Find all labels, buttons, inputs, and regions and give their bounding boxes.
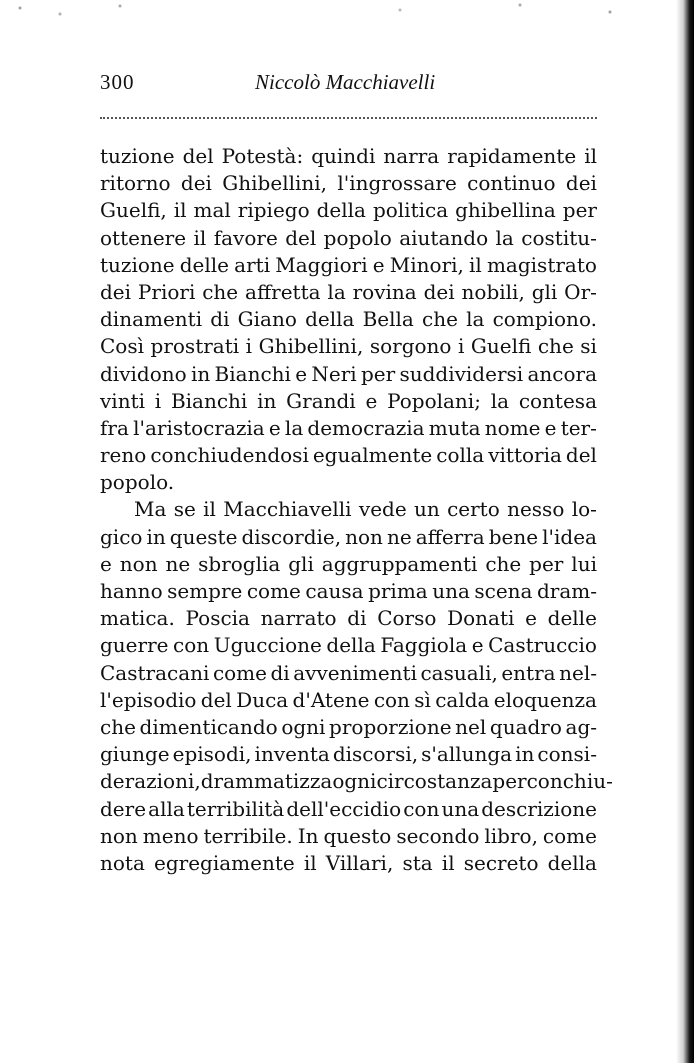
word: gico: [100, 524, 143, 549]
word: delle: [179, 252, 230, 277]
text-line: [100, 225, 597, 252]
word: vittoria: [488, 443, 562, 468]
word: l'idea: [542, 524, 597, 549]
word: fra: [100, 415, 129, 440]
word: s'allunga: [421, 742, 513, 767]
word: non: [100, 823, 138, 848]
word: Grandi: [286, 388, 356, 413]
word: una: [441, 796, 480, 821]
text-line: [100, 279, 597, 306]
word: Macchiavelli: [223, 497, 352, 522]
text-line: [100, 632, 597, 659]
word: del: [285, 225, 317, 250]
word: Guelfi,: [100, 198, 167, 223]
word: compiono.: [492, 307, 597, 332]
word: Poscia: [185, 606, 250, 631]
text-line: [100, 333, 597, 360]
word: e: [372, 252, 385, 277]
word: suddividersi: [399, 361, 524, 386]
word: Neri: [311, 361, 357, 386]
word: Potestà:: [221, 144, 304, 168]
word: avvenimenti: [293, 660, 417, 685]
word: della: [316, 198, 366, 223]
text-line: [100, 741, 597, 768]
word: arti: [234, 252, 271, 277]
word: e: [295, 361, 308, 386]
word: affretta: [245, 279, 321, 304]
word: ghibellina: [455, 198, 556, 223]
word: Castruccio: [488, 633, 597, 658]
word: bene: [488, 524, 539, 549]
word: Bianchi: [214, 361, 291, 386]
word: aiutando: [399, 225, 489, 250]
word: della: [326, 633, 376, 658]
word: del: [565, 443, 597, 468]
word: che: [202, 279, 239, 304]
text-line: [100, 388, 597, 415]
word: con: [403, 796, 440, 821]
text-line: [100, 714, 597, 741]
word: entra: [501, 660, 556, 685]
word: Così: [100, 334, 145, 359]
word: in: [515, 742, 535, 767]
word: Faggiola: [380, 633, 468, 658]
word: gli: [531, 279, 558, 304]
word: egualmente: [312, 443, 433, 468]
word: della: [547, 850, 597, 875]
word: del: [200, 687, 232, 712]
word: e: [100, 551, 112, 576]
word: conchiudendosi: [150, 443, 309, 468]
word: dere: [100, 796, 147, 821]
word: episodi,: [172, 742, 252, 767]
word: l'aristocrazia: [133, 415, 265, 440]
word: delle: [547, 606, 597, 631]
word: Priori: [137, 279, 196, 304]
word: di: [347, 606, 367, 631]
text-line: [100, 306, 597, 333]
word: una: [432, 579, 470, 603]
word: per: [529, 551, 564, 576]
word: dinamenti: [100, 307, 203, 332]
word: secondo: [396, 823, 480, 848]
word: il: [203, 497, 216, 522]
word: sorgono: [369, 334, 452, 359]
word: se: [173, 497, 196, 522]
word: con: [173, 633, 210, 658]
text-line: [100, 469, 597, 496]
word: derazioni,: [100, 769, 201, 794]
word: come: [542, 823, 597, 848]
word: il: [173, 198, 187, 223]
word: il: [303, 850, 317, 875]
word: Minori,: [389, 252, 464, 277]
word: consi-: [537, 742, 597, 767]
text-line: [100, 143, 597, 170]
word: la: [284, 415, 304, 440]
word: Guelfi: [470, 334, 532, 359]
word: causa: [305, 579, 364, 603]
page-number: 300: [100, 70, 135, 94]
word: casuali,: [420, 660, 498, 685]
word: Bella: [362, 307, 414, 332]
word: proporzione: [329, 714, 452, 739]
word: Ma: [134, 497, 167, 522]
word: e: [268, 415, 281, 440]
word: non: [119, 551, 158, 576]
word: discorsi,: [332, 742, 419, 767]
text-line: [100, 578, 597, 605]
text-line: [100, 442, 597, 469]
word: alla: [148, 796, 185, 821]
word: Maggiori: [275, 252, 368, 277]
word: rovina: [352, 279, 417, 304]
word: di: [210, 307, 230, 332]
word: continuo: [467, 171, 556, 196]
word: quindi: [311, 144, 376, 168]
word: e: [471, 633, 484, 658]
word: per: [562, 198, 597, 223]
word: questo: [323, 823, 392, 848]
word: narrato: [260, 606, 337, 631]
word: il: [193, 225, 207, 250]
word: discordie,: [241, 524, 342, 549]
text-line: [100, 415, 597, 442]
word: queste: [169, 524, 238, 549]
word: rapidamente: [447, 144, 577, 168]
word: guerre: [100, 633, 169, 658]
word: Castracani: [100, 660, 210, 685]
running-title: Niccolò Macchiavelli: [255, 70, 436, 94]
word: Ghibellini,: [258, 334, 364, 359]
word: narra: [383, 144, 440, 168]
word: giunge: [100, 742, 170, 767]
text-line: [100, 197, 597, 224]
word: nesso: [507, 497, 565, 522]
word: Corso: [377, 606, 437, 631]
word: della: [305, 307, 355, 332]
word: Giano: [237, 307, 297, 332]
word: per: [360, 361, 396, 386]
word: d'Atene: [292, 687, 370, 712]
text-line: [100, 524, 597, 551]
text-line: [100, 170, 597, 197]
word: colla: [436, 443, 485, 468]
word: Uguccione: [213, 633, 322, 658]
text-line: [100, 687, 597, 714]
word: meno: [142, 823, 199, 848]
word: la: [490, 388, 510, 413]
word: In: [297, 823, 319, 848]
text-line: [100, 823, 597, 850]
word: prima: [368, 579, 428, 603]
word: la: [327, 279, 346, 304]
word: non: [345, 524, 383, 549]
word: sbroglia: [198, 551, 281, 576]
word: drammatizza: [200, 769, 333, 794]
word: sì: [414, 687, 431, 712]
word: dividono: [100, 361, 187, 386]
word: egregiamente: [154, 850, 295, 875]
word: il: [469, 252, 482, 277]
word: popolo.: [100, 470, 175, 495]
word: prostrati: [150, 334, 240, 359]
word: dei: [565, 171, 597, 196]
word: inventa: [254, 742, 330, 767]
word: secreto: [463, 850, 539, 875]
word: tuzione: [100, 144, 175, 168]
word: si: [580, 334, 597, 359]
word: Or-: [564, 279, 597, 304]
word: costitu-: [521, 225, 597, 250]
word: nobili,: [461, 279, 525, 304]
word: i: [154, 388, 162, 413]
word: eloquenza: [493, 687, 597, 712]
word: sempre: [167, 579, 243, 603]
word: e: [365, 388, 378, 413]
word: Ghibellini,: [222, 171, 328, 196]
word: in: [146, 524, 166, 549]
word: che: [422, 307, 458, 332]
word: ripiego: [237, 198, 310, 223]
word: la: [495, 225, 514, 250]
word: nota: [100, 850, 145, 875]
word: i: [245, 334, 253, 359]
word: Donati: [447, 606, 515, 631]
word: conchiu-: [526, 769, 613, 794]
word: reno: [100, 443, 147, 468]
word: contesa: [518, 388, 597, 413]
word: lo-: [571, 497, 597, 522]
word: Duca: [236, 687, 289, 712]
word: sta: [402, 850, 433, 875]
text-line: [100, 551, 597, 578]
word: e: [544, 415, 557, 440]
word: dei: [100, 279, 132, 304]
word: muta: [428, 415, 481, 440]
word: scena: [474, 579, 533, 603]
running-head: [100, 70, 600, 100]
word: descrizione: [481, 796, 597, 821]
word: dram-: [536, 579, 597, 603]
word: Bianchi: [170, 388, 248, 413]
word: la: [466, 307, 485, 332]
word: per: [492, 769, 527, 794]
word: che: [100, 714, 136, 739]
word: quadro: [489, 714, 562, 739]
word: ter-: [560, 415, 597, 440]
word: del: [182, 144, 214, 168]
word: l'ingrossare: [337, 171, 457, 196]
word: nel-: [559, 660, 597, 685]
text-line: [100, 660, 597, 687]
word: che: [485, 551, 522, 576]
word: terribile.: [203, 823, 293, 848]
word: ne: [386, 524, 412, 549]
word: calda: [435, 687, 490, 712]
word: nome: [484, 415, 541, 440]
word: vinti: [100, 388, 146, 413]
word: democrazia: [307, 415, 425, 440]
text-line: [100, 252, 597, 279]
word: ottenere: [100, 225, 187, 250]
word: libro,: [484, 823, 538, 848]
text-line: [100, 605, 597, 632]
word: gli: [288, 551, 314, 576]
word: ogni: [281, 714, 326, 739]
word: favore: [213, 225, 278, 250]
word: circostanza: [376, 769, 493, 794]
text-line: [100, 496, 597, 523]
word: i: [457, 334, 465, 359]
word: il: [584, 144, 597, 168]
word: di: [270, 660, 290, 685]
text-line: [100, 768, 613, 795]
word: dei: [180, 171, 212, 196]
page-binding-edge: [676, 0, 694, 1063]
word: matica.: [100, 606, 175, 631]
word: e: [525, 606, 537, 631]
text-line: [100, 361, 597, 388]
word: politica: [372, 198, 449, 223]
word: Villari,: [325, 850, 394, 875]
word: ag-: [565, 714, 597, 739]
word: ne: [165, 551, 191, 576]
word: magistrato: [486, 252, 597, 277]
word: ogni: [332, 769, 377, 794]
word: lui: [571, 551, 597, 576]
word: Popolani;: [387, 388, 481, 413]
word: dimenticando: [139, 714, 278, 739]
word: certo: [447, 497, 500, 522]
word: dei: [423, 279, 455, 304]
word: tuzione: [100, 252, 175, 277]
header-divider: [100, 117, 597, 119]
word: nel: [455, 714, 487, 739]
word: in: [190, 361, 211, 386]
word: mal: [193, 198, 231, 223]
word: il: [441, 850, 455, 875]
word: che: [537, 334, 574, 359]
body-text: [100, 143, 613, 877]
word: con: [373, 687, 410, 712]
word: terribilità: [186, 796, 285, 821]
word: in: [257, 388, 277, 413]
word: come: [246, 579, 301, 603]
word: afferra: [415, 524, 485, 549]
word: un: [414, 497, 440, 522]
word: come: [212, 660, 267, 685]
word: dell'eccidio: [286, 796, 402, 821]
text-line: [100, 796, 597, 823]
word: l'episodio: [100, 687, 197, 712]
page-top-speckle: [0, 0, 694, 40]
word: popolo: [323, 225, 392, 250]
word: ritorno: [100, 171, 171, 196]
text-line: [100, 850, 597, 877]
word: hanno: [100, 579, 163, 603]
word: ancora: [527, 361, 597, 386]
word: vede: [358, 497, 407, 522]
word: aggruppamenti: [321, 551, 478, 576]
